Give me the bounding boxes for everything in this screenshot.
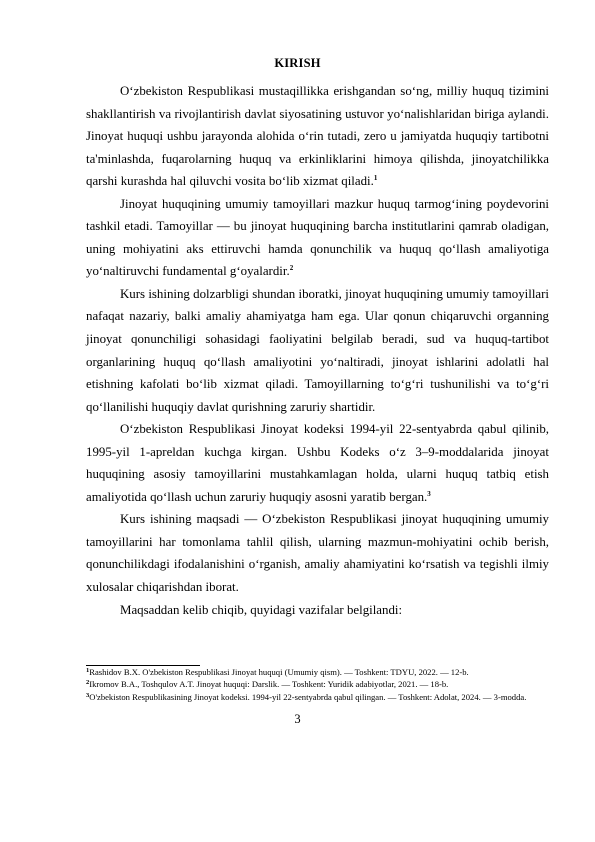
paragraph-6-text: Maqsaddan kelib chiqib, quyidagi vazifalar belgilandi: <box>120 602 403 617</box>
paragraph-2 <box>86 193 549 283</box>
paragraph-1-text: O‘zbekiston Respublikasi mustaqillikka erishgandan so‘ng, milliy huquq tizimini shakllantirish va rivojlantirish davlat siyosatining ustuvor yo‘nalishlaridan biriga aylandi. Jinoyat huquqi ushbu jarayonda alohida o‘rin tutadi, zero u jamiyatda huquqiy tartibotni ta'minlashda, fuqarolarning huquq va erkinliklarini himoya qilishda, jinoyatchilikka qarshi kurashda hal qiluvchi vosita bo‘lib xizmat qiladi. <box>86 84 549 189</box>
footnote-ref-2: 2 <box>289 264 294 273</box>
footnote-3-text: O'zbekiston Respublikasining Jinoyat kodeksi. 1994-yil 22-sentyabrda qabul qilingan. — Toshkent: Adolat, 2024. — 3-modda. <box>89 691 527 702</box>
footnote-2-text: Ikromov B.A., Toshqulov A.T. Jinoyat huquqi: Darslik. — Toshkent: Yuridik adabiyotlar, 2021. — 18-b. <box>89 679 449 690</box>
paragraph-3 <box>86 283 549 418</box>
paragraph-3-text: Kurs ishining dolzarbligi shundan iboratki, jinoyat huquqining umumiy tamoyillari nafaqat nazariy, balki amaliy ahamiyatga ham ega. Ular qonun chiqaruvchi organning jinoyat qonunchiligi sohasidagi faoliyatini belgilab beradi, sud va huquq-tartibot organlarining huquq qo‘llash amaliyotini yo‘naltiradi, jinoyat ishlarini adolatli hal etishning kafolati bo‘lib xizmat qiladi. Tamoyillarning to‘g‘ri tushunilishi va to‘g‘ri qo‘llanilishi huquqiy davlat qurishning zaruriy shartidir. <box>86 286 549 414</box>
paragraph-4-text: O‘zbekiston Respublikasi Jinoyat kodeksi 1994-yil 22-sentyabrda qabul qilinib, 1995-yil 1-apreldan kuchga kirgan. Ushbu Kodeks o‘z 3–9-moddalarida jinoyat huquqining asosiy tamoyillarini mustahkamlagan holda, ularni huquq tatbiq etish amaliyotida qo‘llash uchun zaruriy huquqiy asosni yaratib bergan. <box>86 422 549 504</box>
footnote-3 <box>86 691 549 703</box>
footnote-2 <box>86 678 549 690</box>
page-number: 3 <box>294 712 301 726</box>
footnote-1-text: Rashidov B.X. O'zbekiston Respublikasi Jinoyat huquqi (Umumiy qism). — Toshkent: TDYU, 2022. — 12-b. <box>89 667 469 677</box>
paragraph-2-text: Jinoyat huquqining umumiy tamoyillari mazkur huquq tarmog‘ining poydevorini tashkil etadi. Tamoyillar — bu jinoyat huquqining barcha institutlarini qamrab oladigan, uning mohiyatini aks ettiruvchi hamda qonunchilik va huquq qo‘llash amaliyotiga yo‘naltiruvchi fundamental g‘oyalardir. <box>86 196 549 279</box>
footnote-ref-3: 3 <box>427 489 431 498</box>
paragraph-5-text: Kurs ishining maqsadi — O‘zbekiston Respublikasi jinoyat huquqining umumiy tamoyillarini har tomonlama tahlil qilish, ularning mazmun-mohiyatini ochib berish, qonunchilikdagi ifodalanishini o‘rganish, amaliy ahamiyatini ko‘rsatish va tegishli ilmiy xulosalar chiqarishdan iborat. <box>86 512 549 595</box>
footnote-1-number: 1 <box>86 667 90 674</box>
footnote-2-number: 2 <box>86 679 90 687</box>
paragraph-5 <box>86 508 549 598</box>
footnote-ref-1: 1 <box>373 174 378 183</box>
footnote-1 <box>86 666 549 678</box>
body-text <box>86 80 549 621</box>
footnote-3-number: 3 <box>86 691 90 699</box>
section-heading: KIRISH <box>274 56 321 70</box>
footnotes <box>86 666 549 703</box>
paragraph-4 <box>86 418 549 508</box>
paragraph-6 <box>86 599 549 622</box>
paragraph-1 <box>86 80 549 193</box>
